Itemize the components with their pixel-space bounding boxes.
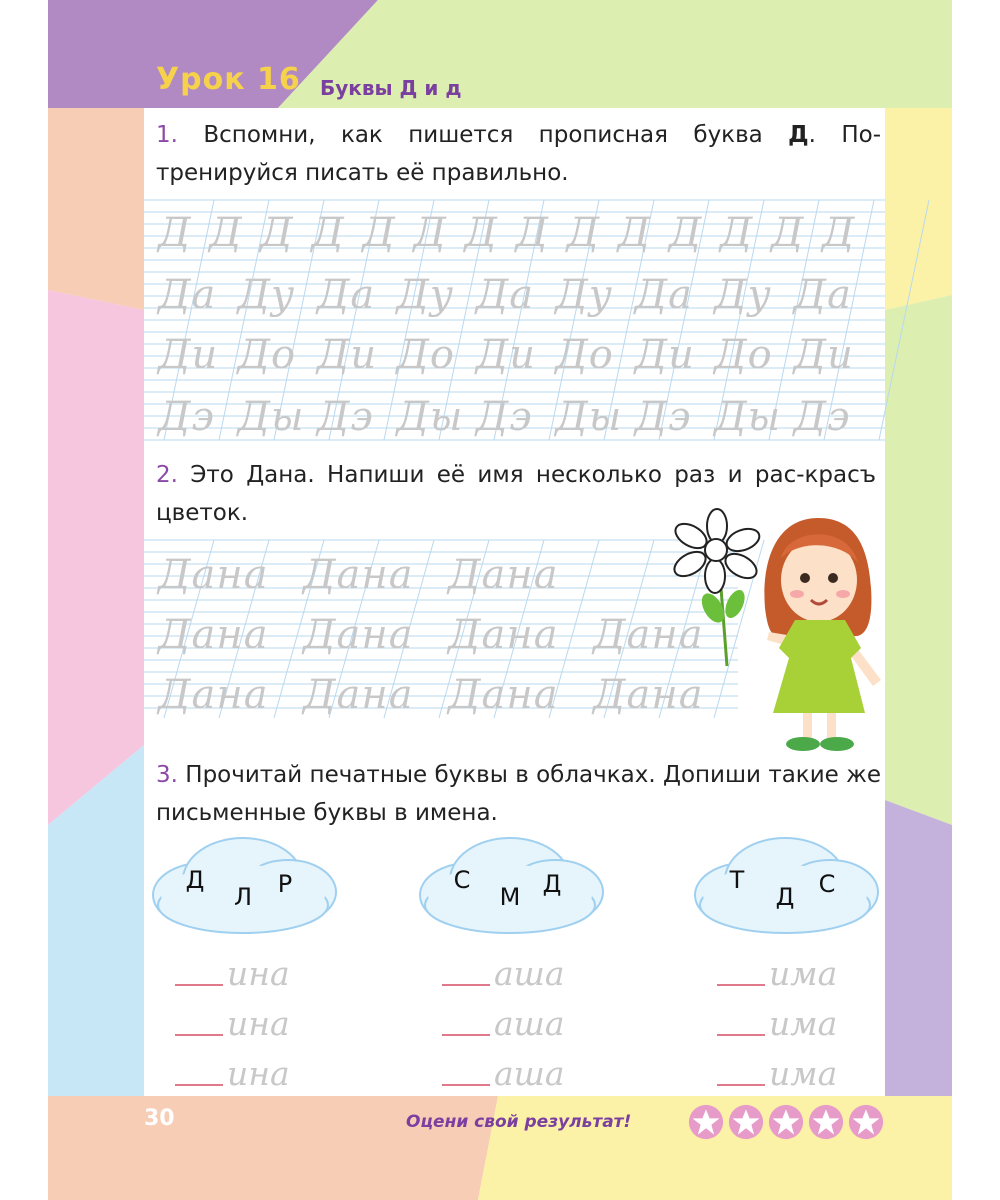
task1-trace-letter: Д — [311, 210, 345, 256]
cloud-letter: Д — [542, 870, 562, 898]
name-write-row[interactable] — [717, 1054, 837, 1093]
name-ending: ина — [227, 954, 290, 993]
task1-text-before: Вспомни, как пишется прописная буква — [203, 122, 763, 148]
letter-cloud — [420, 838, 603, 933]
page-number: 30 — [144, 1106, 175, 1131]
task2-trace-name: Дана — [448, 612, 559, 658]
cloud-letter: С — [453, 866, 471, 894]
name-ending: ина — [227, 1054, 290, 1093]
task3-number: 3. — [156, 762, 178, 788]
task1-trace-letter: Д — [209, 210, 243, 256]
task1-trace-letter: Д — [668, 210, 703, 256]
cloud-letter: Д — [775, 883, 795, 911]
name-write-row[interactable] — [175, 1004, 290, 1043]
task2-trace-name: Дана — [448, 672, 559, 718]
task1-trace-letter: Д — [413, 210, 447, 256]
task1-letter: Д — [788, 122, 809, 148]
task1-trace-letter: Ду — [396, 272, 455, 318]
task1-trace-letter: Д — [770, 210, 805, 256]
name-write-row[interactable] — [175, 954, 290, 993]
task1-trace-letter: Ды — [396, 394, 464, 440]
task1-trace-letter: Ду — [555, 272, 613, 318]
cloud-letter: С — [818, 870, 836, 898]
rating-star-icon[interactable] — [848, 1104, 884, 1140]
task1-trace-letter: Ди — [158, 332, 219, 378]
rating-star-icon[interactable] — [808, 1104, 844, 1140]
task1-trace-letter: Да — [475, 272, 535, 318]
task1-trace-letter: Д — [719, 210, 754, 256]
rating-star-icon[interactable] — [768, 1104, 804, 1140]
task2-text-body: Это Дана. Напиши её имя несколько раз и рас-красъ цветок. — [156, 462, 876, 526]
task1-trace-letter: Ду — [237, 272, 296, 318]
task2-trace-name: Дана — [593, 672, 704, 718]
letter-cloud — [695, 838, 878, 933]
name-ending: аша — [494, 1004, 565, 1043]
task1-trace-letter: Д — [464, 210, 498, 256]
task1-number: 1. — [156, 122, 178, 148]
rating-stars[interactable] — [688, 1104, 884, 1140]
task1-trace-letter: Д — [158, 210, 192, 256]
task1-trace-letter: Да — [158, 272, 217, 318]
task2-trace-name: Дана — [303, 672, 414, 718]
task1-trace-letter: До — [714, 332, 773, 378]
task1-trace-letter: До — [555, 332, 614, 378]
task1-trace-letter: Ду — [714, 272, 772, 318]
task1-trace-letter: До — [396, 332, 455, 378]
task1-trace-letter: Д — [515, 210, 550, 256]
task1-trace-letter: Ды — [555, 394, 623, 440]
task1-trace-letter: Дэ — [793, 394, 851, 440]
task2-trace-name: Дана — [303, 612, 414, 658]
task1-trace-letter: Да — [634, 272, 694, 318]
name-write-row[interactable] — [442, 1004, 565, 1043]
task1-text-after: . По-тренируйся писать её правильно. — [156, 122, 882, 186]
task1-trace-letter: Д — [362, 210, 396, 256]
task1-trace-letter: Д — [821, 210, 856, 256]
task2-trace-name: Дана — [158, 672, 269, 718]
workbook-page — [48, 0, 952, 1200]
rating-star-icon[interactable] — [688, 1104, 724, 1140]
name-ending: ина — [227, 1004, 290, 1043]
name-ending: аша — [494, 954, 565, 993]
task1-trace-letter: Ди — [475, 332, 537, 378]
task2-trace-name: Дана — [303, 552, 414, 598]
name-write-row[interactable] — [442, 954, 565, 993]
rate-result-label: Оцени свой результат! — [406, 1112, 632, 1132]
task1-trace-letter: Ды — [237, 394, 305, 440]
name-write-row[interactable] — [717, 954, 837, 993]
task1-trace-letter: Д — [617, 210, 652, 256]
task1-trace-letter: Да — [793, 272, 852, 318]
name-ending: има — [769, 1004, 838, 1043]
name-write-row[interactable] — [175, 1054, 290, 1093]
task1-trace-letter: Ди — [634, 332, 695, 378]
task2-trace-name: Дана — [158, 612, 269, 658]
task1-trace-letter: Ди — [793, 332, 854, 378]
task2-trace-name: Дана — [448, 552, 559, 598]
name-ending: аша — [494, 1054, 565, 1093]
task1-trace-letter: Да — [316, 272, 376, 318]
name-write-row[interactable] — [442, 1054, 565, 1093]
name-ending: има — [769, 954, 838, 993]
task3-clouds-area — [48, 0, 952, 1200]
cloud-letter: М — [499, 883, 521, 911]
task1-trace-letter: Дэ — [475, 394, 533, 440]
name-ending: има — [769, 1054, 838, 1093]
letter-cloud — [153, 838, 336, 933]
cloud-letter: Л — [233, 883, 253, 911]
task2-trace-name: Дана — [593, 612, 704, 658]
task1-trace-letter: Д — [260, 210, 294, 256]
lesson-title: Урок 16 — [156, 62, 301, 97]
cloud-letter: Р — [277, 870, 293, 898]
task1-trace-letter: До — [237, 332, 297, 378]
task1-trace-letter: Дэ — [316, 394, 374, 440]
rating-star-icon[interactable] — [728, 1104, 764, 1140]
cloud-letter: Д — [185, 866, 205, 894]
task2-trace-name: Дана — [158, 552, 269, 598]
task1-trace-letter: Ди — [316, 332, 378, 378]
cloud-letter: Т — [729, 866, 745, 894]
lesson-subtitle: Буквы Д и д — [320, 76, 462, 100]
task1-trace-letter: Дэ — [158, 394, 215, 440]
name-write-row[interactable] — [717, 1004, 837, 1043]
task2-number: 2. — [156, 462, 178, 488]
task1-trace-letter: Д — [566, 210, 601, 256]
task1-trace-letter: Ды — [714, 394, 782, 440]
task1-trace-letter: Дэ — [634, 394, 692, 440]
task3-text-body: Прочитай печатные буквы в облачках. Допиши такие же письменные буквы в имена. — [156, 762, 881, 826]
